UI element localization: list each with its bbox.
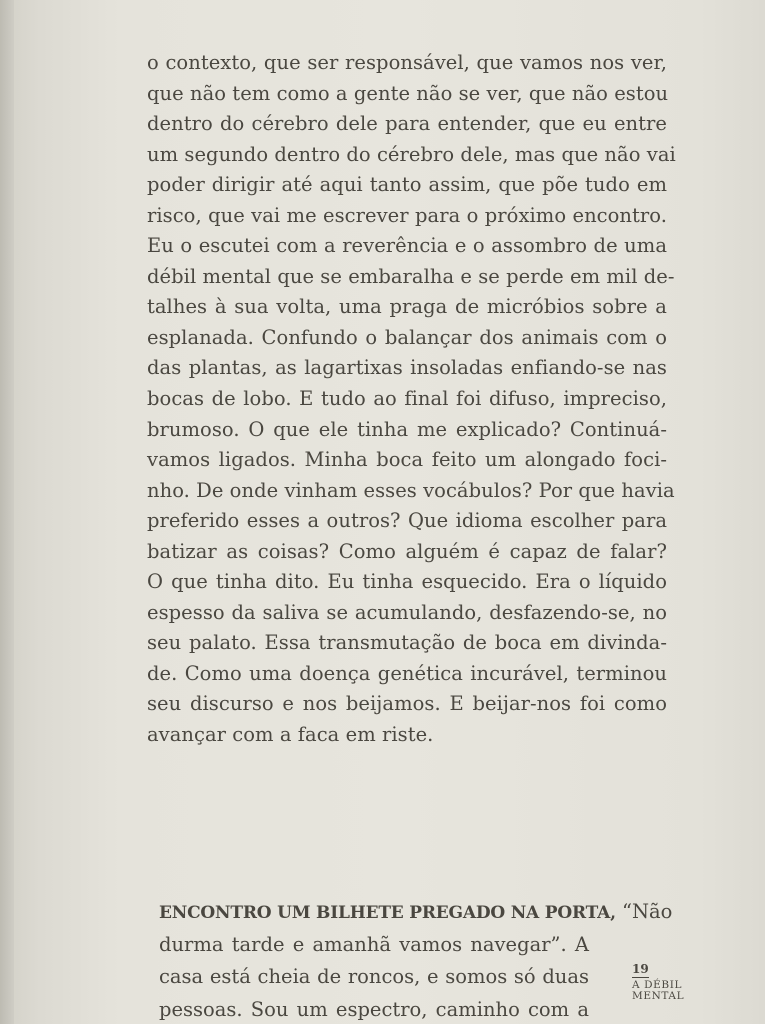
text-line: batizar as coisas? Como alguém é capaz de falar? (147, 539, 667, 563)
text-line: risco, que vai me escrever para o próximo encontro. (147, 203, 667, 227)
page-number: 19 (632, 962, 649, 976)
text-line: vamos ligados. Minha boca feito um alongado foci- (147, 448, 667, 472)
text-line: o contexto, que ser responsável, que vamos nos ver, (147, 51, 667, 74)
text-line: talhes à sua volta, uma praga de micróbios sobre a (147, 295, 667, 319)
running-title: A DÉBIL MENTAL (632, 979, 685, 1002)
text-line: Eu o escutei com a reverência e o assombro de uma (147, 234, 667, 258)
text-line: um segundo dentro do cérebro dele, mas que não vai (147, 142, 676, 166)
text-line: preferido esses a outros? Que idioma escolher para (147, 509, 667, 533)
text-line: durma tarde e amanhã vamos navegar”. A (159, 932, 589, 956)
body-paragraph (147, 48, 676, 751)
text-line: espesso da saliva se acumulando, desfazendo-se, no (147, 600, 667, 624)
section-first-line (159, 896, 673, 929)
text-line: poder dirigir até aqui tanto assim, que põe tudo em (147, 173, 667, 197)
text-line: seu discurso e nos beijamos. E beijar-nos foi como (147, 692, 667, 716)
text-line: avançar com a faca em riste. (147, 723, 434, 747)
text-line: bocas de lobo. E tudo ao final foi difuso, impreciso, (147, 387, 667, 411)
text-line: nho. De onde vinham esses vocábulos? Por que havia (147, 478, 675, 502)
text-line: pessoas. Sou um espectro, caminho com a (159, 997, 589, 1021)
text-line: dentro do cérebro dele para entender, que eu entre (147, 112, 667, 136)
text-line: casa está cheia de roncos, e somos só duas (159, 965, 589, 988)
text-line: que não tem como a gente não se ver, que não estou (147, 81, 669, 105)
text-line: de. Como uma doença genética incurável, terminou (147, 661, 667, 685)
page-folio (632, 958, 702, 1002)
text-line: seu palato. Essa transmutação de boca em divinda- (147, 631, 667, 655)
text-line: débil mental que se embaralha e se perde em mil de- (147, 264, 675, 288)
section-first-line-rest: “Não (615, 900, 673, 923)
text-line: O que tinha dito. Eu tinha esquecido. Era o líquido (147, 570, 667, 594)
text-line: esplanada. Confundo o balançar dos animais com o (147, 325, 667, 349)
page-gutter-shadow (0, 0, 14, 1024)
text-line: brumoso. O que ele tinha me explicado? Continuá- (147, 417, 667, 441)
text-line: das plantas, as lagartixas insoladas enfiando-se nas (147, 356, 667, 380)
section-lead-in: ENCONTRO UM BILHETE PREGADO NA PORTA, (159, 903, 616, 923)
